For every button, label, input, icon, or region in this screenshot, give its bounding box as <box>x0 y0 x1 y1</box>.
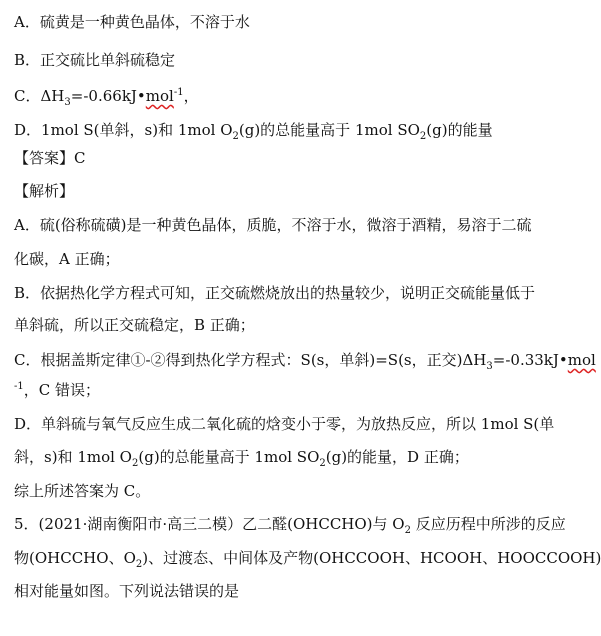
question-5-line2: 物(OHCCHO、$O_2$)、过渡态、中间体及产物(OHCCOOH、HCOOH、HOOCCOOH) <box>14 549 601 570</box>
explanation-b-line2: 单斜硫，所以正交硫稳定，B 正确； <box>14 316 255 334</box>
option-c: C．$\Delta H_3=-0.66kJ•mol^{-1}$， <box>14 87 199 108</box>
option-b: B．正交硫比单斜硫稳定 <box>14 51 176 69</box>
explanation-d-line2: 斜，s)和 1mol $O_2(g)$的总能量高于 1mol $SO_2(g)$的能量，D 正确； <box>14 448 469 469</box>
analysis-label: 【解析】 <box>14 182 75 200</box>
explanation-b-line1: B．依据热化学方程式可知，正交硫燃烧放出的热量较少，说明正交硫能量低于 <box>14 284 536 302</box>
question-5-line3: 相对能量如图。下列说法错误的是 <box>14 582 240 600</box>
explanation-a-line1: A．硫(俗称硫磺)是一种黄色晶体，质脆，不溶于水，微溶于酒精，易溶于二硫 <box>14 216 532 234</box>
explanation-c-line1: C．根据盖斯定律①-②得到热化学方程式：S(s，单斜)=S(s，正交)$\Delta H_3=-0.33kJ•mol$ <box>14 351 596 372</box>
summary: 综上所述答案为 C。 <box>14 482 151 500</box>
explanation-c-line2: $^{-1}$，C 错误； <box>14 381 100 399</box>
option-a: A．硫黄是一种黄色晶体，不溶于水 <box>14 13 250 31</box>
explanation-d-line1: D．单斜硫与氧气反应生成二氧化硫的焓变小于零，为放热反应，所以 1mol S(单 <box>14 415 555 433</box>
question-5-line1: 5．(2021·湖南衡阳市·高三二模）乙二醛(OHCCHO)与 $O_2$ 反应历程中所涉的反应 <box>14 515 566 536</box>
explanation-a-line2: 化碳，A 正确； <box>14 250 120 268</box>
answer-label: 【答案】C <box>14 149 86 167</box>
option-d: D．1mol S(单斜，s)和 1mol $O_2(g)$的总能量高于 1mol $SO_2(g)$的能量 <box>14 121 493 142</box>
